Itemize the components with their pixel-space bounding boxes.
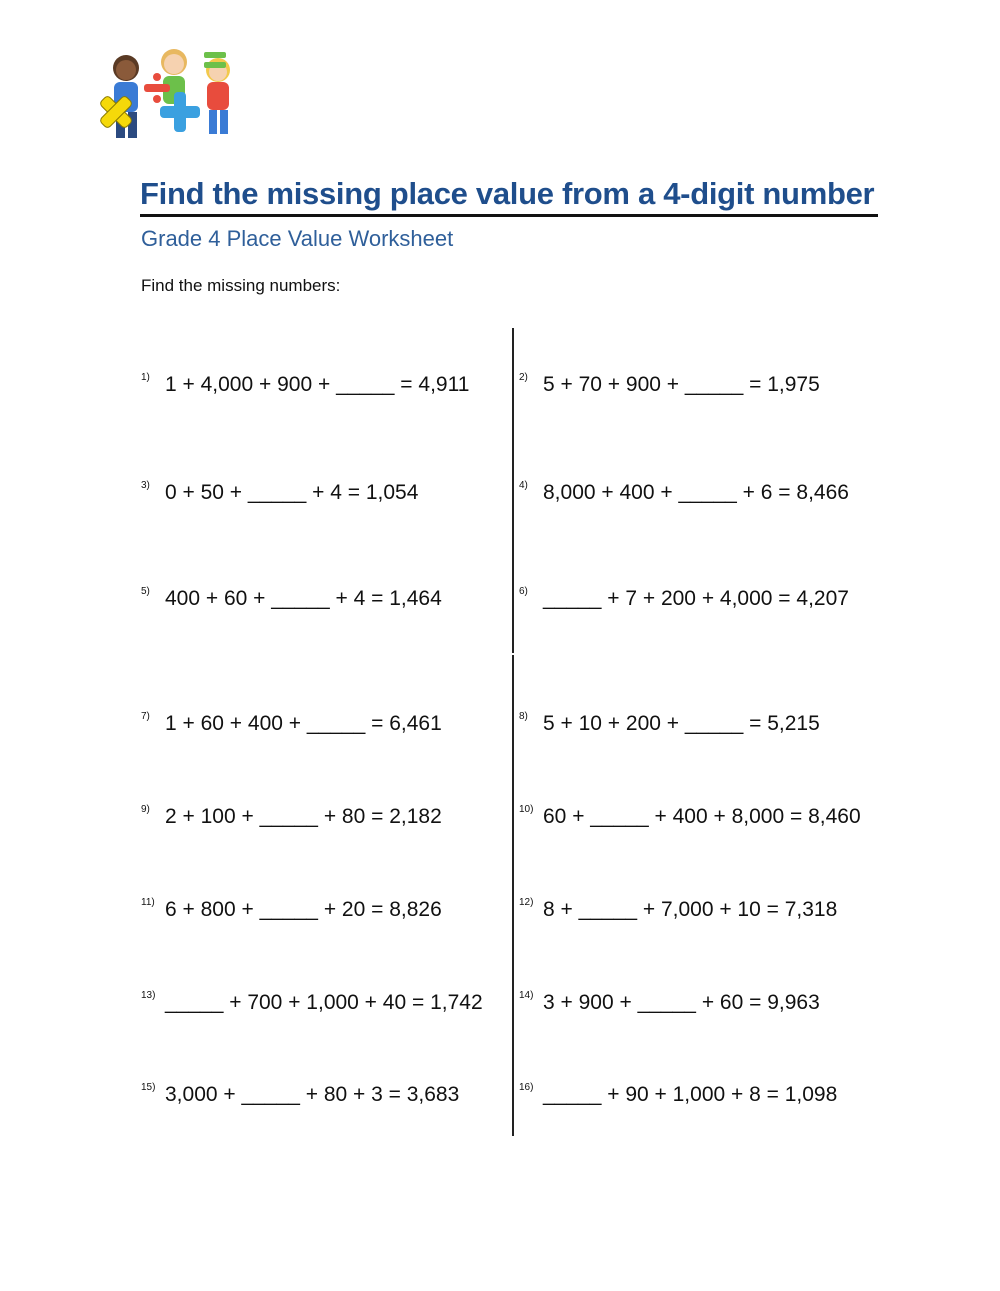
problem-13 <box>141 985 483 1017</box>
problem-3 <box>141 475 418 507</box>
problem-9 <box>141 799 442 831</box>
problem-number: 4) <box>519 480 528 491</box>
problem-number: 13) <box>141 990 156 1001</box>
problem-number: 7) <box>141 711 150 722</box>
problem-7 <box>141 706 442 738</box>
problem-number: 3) <box>141 480 150 491</box>
problem-8 <box>519 706 820 738</box>
problem-equation: 5 + 70 + 900 + _____ = 1,975 <box>543 373 820 396</box>
problem-14 <box>519 985 820 1017</box>
problem-equation: 400 + 60 + _____ + 4 = 1,464 <box>165 587 442 610</box>
column-divider <box>512 655 514 1136</box>
problem-number: 14) <box>519 990 534 1001</box>
problem-equation: _____ + 700 + 1,000 + 40 = 1,742 <box>165 991 483 1014</box>
problem-5 <box>141 581 442 613</box>
kids-math-logo <box>94 44 252 152</box>
problem-equation: 6 + 800 + _____ + 20 = 8,826 <box>165 898 442 921</box>
problem-equation: 2 + 100 + _____ + 80 = 2,182 <box>165 805 442 828</box>
problem-equation: 3,000 + _____ + 80 + 3 = 3,683 <box>165 1083 460 1106</box>
problem-number: 16) <box>519 1082 534 1093</box>
problem-equation: _____ + 7 + 200 + 4,000 = 4,207 <box>543 587 849 610</box>
problem-number: 8) <box>519 711 528 722</box>
problem-2 <box>519 367 820 399</box>
problem-number: 9) <box>141 804 150 815</box>
problem-number: 10) <box>519 804 534 815</box>
problem-equation: _____ + 90 + 1,000 + 8 = 1,098 <box>543 1083 838 1106</box>
problem-equation: 5 + 10 + 200 + _____ = 5,215 <box>543 712 820 735</box>
problem-equation: 8,000 + 400 + _____ + 6 = 8,466 <box>543 481 849 504</box>
problem-number: 1) <box>141 372 150 383</box>
problem-equation: 3 + 900 + _____ + 60 = 9,963 <box>543 991 820 1014</box>
problem-11 <box>141 892 442 924</box>
problem-equation: 8 + _____ + 7,000 + 10 = 7,318 <box>543 898 838 921</box>
problem-6 <box>519 581 849 613</box>
problem-equation: 1 + 60 + 400 + _____ = 6,461 <box>165 712 442 735</box>
problem-equation: 1 + 4,000 + 900 + _____ = 4,911 <box>165 373 470 396</box>
problem-number: 6) <box>519 586 528 597</box>
problem-10 <box>519 799 861 831</box>
column-divider <box>512 328 514 653</box>
problem-number: 15) <box>141 1082 156 1093</box>
page-title: Find the missing place value from a 4-digit number <box>140 174 878 217</box>
problem-equation: 60 + _____ + 400 + 8,000 = 8,460 <box>543 805 861 828</box>
problem-equation: 0 + 50 + _____ + 4 = 1,054 <box>165 481 419 504</box>
problem-4 <box>519 475 849 507</box>
problem-16 <box>519 1077 837 1109</box>
problem-number: 11) <box>141 897 155 908</box>
problem-number: 12) <box>519 897 534 908</box>
page-subtitle: Grade 4 Place Value Worksheet <box>141 226 454 251</box>
instruction-text: Find the missing numbers: <box>141 276 341 295</box>
problem-15 <box>141 1077 459 1109</box>
problem-number: 2) <box>519 372 528 383</box>
problem-1 <box>141 367 469 399</box>
problem-12 <box>519 892 837 924</box>
problem-number: 5) <box>141 586 150 597</box>
